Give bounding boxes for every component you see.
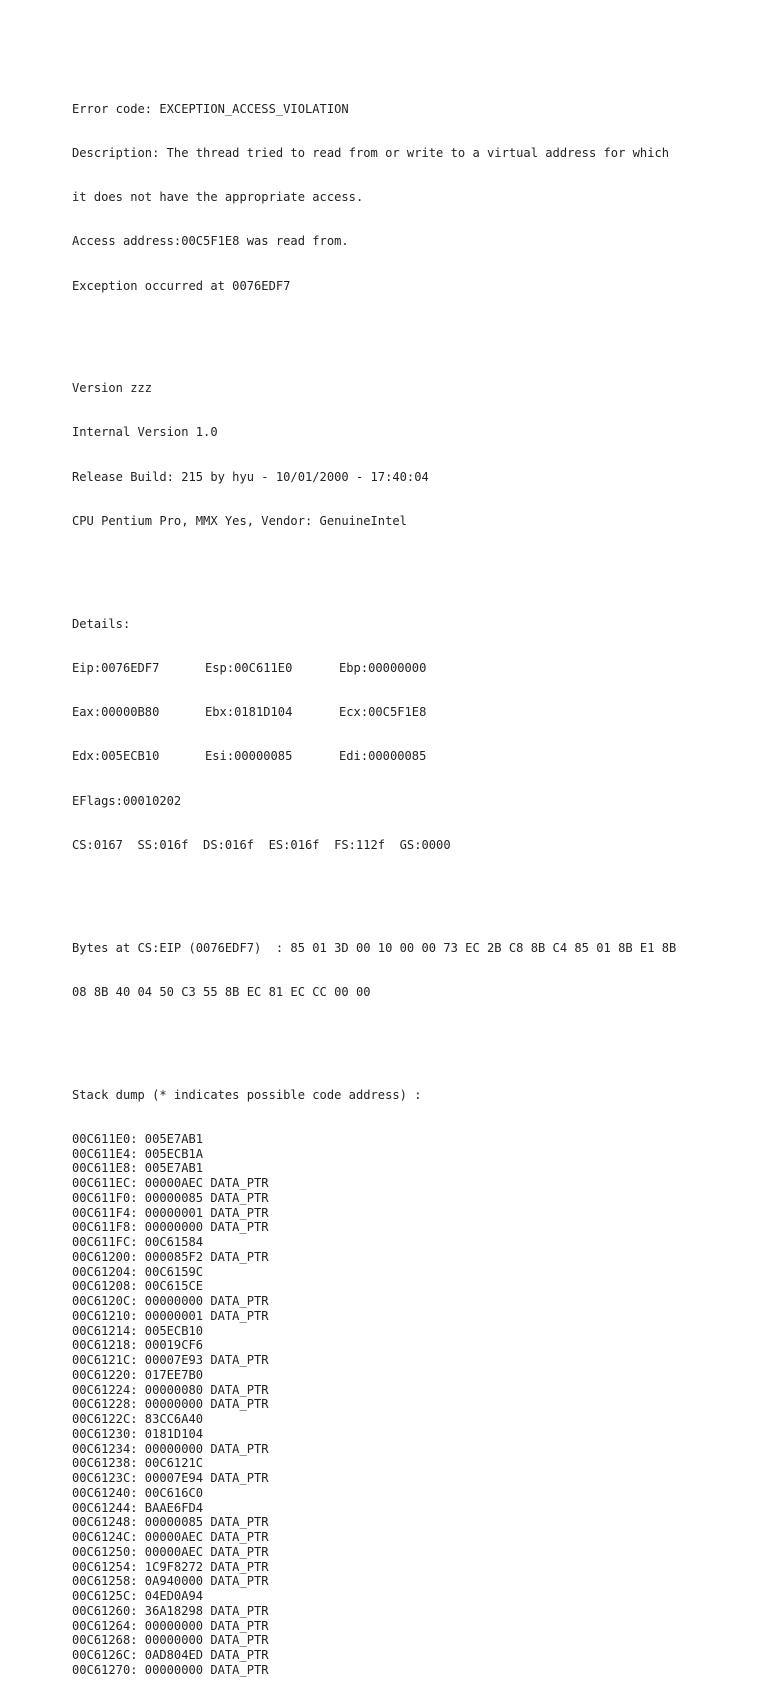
stack-dump-row: 00C61214: 005ECB10: [72, 1323, 204, 1338]
version-line: Version zzz: [72, 381, 153, 396]
stack-dump-row: 00C61210: 00000001 DATA_PTR: [72, 1308, 269, 1323]
stack-dump-row: 00C6121C: 00007E93 DATA_PTR: [72, 1353, 269, 1367]
eflags-line: EFlags:00010202: [72, 793, 182, 808]
register-row: [72, 749, 752, 764]
stack-dump-row: 00C611F4: 00000001 DATA_PTR: [72, 1205, 269, 1220]
stack-dump-row: 00C6124C: 00000AEC DATA_PTR: [72, 1530, 269, 1544]
spacer: [72, 882, 752, 896]
register-value: Ecx:00C5F1E8: [339, 705, 427, 720]
stack-dump-row: 00C611F0: 00000085 DATA_PTR: [72, 1190, 269, 1205]
stack-dump-row: 00C611E4: 005ECB1A: [72, 1146, 204, 1161]
spacer: [72, 1029, 752, 1043]
stack-dump-row: 00C61200: 000085F2 DATA_PTR: [72, 1249, 269, 1264]
stack-dump-row: 00C61218: 00019CF6: [72, 1338, 204, 1353]
stack-dump-row: 00C6125C: 04ED0A94: [72, 1589, 204, 1603]
stack-dump-row: 00C61238: 00C6121C: [72, 1456, 204, 1471]
stack-dump-row: 00C61270: 00000000 DATA_PTR: [72, 1662, 269, 1677]
spacer: [72, 323, 752, 337]
stack-dump-row: 00C6126C: 0AD804ED DATA_PTR: [72, 1648, 269, 1662]
stack-dump-row: 00C61208: 00C615CE: [72, 1279, 204, 1294]
stack-dump-row: 00C61268: 00000000 DATA_PTR: [72, 1633, 269, 1648]
register-value: Esi:00000085: [205, 749, 293, 764]
stack-dump-row: 00C61244: BAAE6FD4: [72, 1500, 204, 1515]
stack-dump-row: 00C61220: 017EE7B0: [72, 1367, 204, 1382]
stack-dump-row: 00C61230: 0181D104: [72, 1426, 204, 1441]
cpu-info-line: CPU Pentium Pro, MMX Yes, Vendor: GenuineIntel: [72, 513, 407, 528]
spacer: [72, 558, 752, 572]
stack-dump-list: [72, 1132, 752, 1678]
register-value: Ebx:0181D104: [205, 705, 293, 720]
stack-dump-row: 00C6122C: 83CC6A40: [72, 1412, 204, 1426]
error-code-line: Error code: EXCEPTION_ACCESS_VIOLATION: [72, 101, 349, 116]
access-address-line: Access address:00C5F1E8 was read from.: [72, 234, 349, 249]
crash-report: [72, 72, 752, 1692]
stack-dump-row: 00C61228: 00000000 DATA_PTR: [72, 1397, 269, 1412]
register-value: Ebp:00000000: [339, 660, 427, 675]
exception-location-line: Exception occurred at 0076EDF7: [72, 278, 291, 293]
register-value: Eax:00000B80: [72, 705, 160, 720]
stack-dump-row: 00C61254: 1C9F8272 DATA_PTR: [72, 1559, 269, 1574]
stack-dump-row: 00C611FC: 00C61584: [72, 1235, 204, 1249]
segment-registers-line: CS:0167 SS:016f DS:016f ES:016f FS:112f GS:0000: [72, 837, 451, 852]
stack-dump-row: 00C611EC: 00000AEC DATA_PTR: [72, 1176, 269, 1190]
bytes-line-2: 08 8B 40 04 50 C3 55 8B EC 81 EC CC 00 00: [72, 984, 371, 999]
stack-dump-row: 00C61250: 00000AEC DATA_PTR: [72, 1544, 269, 1559]
register-row: [72, 705, 752, 720]
register-value: Edx:005ECB10: [72, 749, 160, 764]
stack-dump-row: 00C611E8: 005E7AB1: [72, 1161, 204, 1176]
stack-dump-row: 00C611E0: 005E7AB1: [72, 1131, 204, 1146]
stack-dump-row: 00C61240: 00C616C0: [72, 1485, 204, 1500]
stack-dump-row: 00C61204: 00C6159C: [72, 1264, 204, 1279]
stack-dump-row: 00C6120C: 00000000 DATA_PTR: [72, 1294, 269, 1308]
stack-dump-row: 00C61248: 00000085 DATA_PTR: [72, 1515, 269, 1530]
stack-dump-row: 00C61260: 36A18298 DATA_PTR: [72, 1603, 269, 1618]
register-value: Edi:00000085: [339, 749, 427, 764]
register-value: Eip:0076EDF7: [72, 660, 160, 675]
stack-dump-row: 00C61258: 0A940000 DATA_PTR: [72, 1574, 269, 1589]
stack-dump-row: 00C611F8: 00000000 DATA_PTR: [72, 1220, 269, 1235]
stack-dump-row: 00C61224: 00000080 DATA_PTR: [72, 1382, 269, 1397]
error-description-line-1: Description: The thread tried to read from or write to a virtual address for which: [72, 145, 670, 160]
stack-dump-row: 00C6123C: 00007E94 DATA_PTR: [72, 1471, 269, 1485]
internal-version-line: Internal Version 1.0: [72, 425, 218, 440]
register-row: [72, 661, 752, 676]
error-description-line-2: it does not have the appropriate access.: [72, 190, 364, 204]
stack-dump-header: Stack dump (* indicates possible code address) :: [72, 1087, 422, 1102]
stack-dump-row: 00C61264: 00000000 DATA_PTR: [72, 1618, 269, 1633]
bytes-line-1: Bytes at CS:EIP (0076EDF7) : 85 01 3D 00 10 00 00 73 EC 2B C8 8B C4 85 01 8B E1 8B: [72, 940, 677, 955]
register-value: Esp:00C611E0: [205, 660, 293, 675]
details-header: Details:: [72, 616, 131, 631]
stack-dump-row: 00C61234: 00000000 DATA_PTR: [72, 1441, 269, 1456]
release-build-line: Release Build: 215 by hyu - 10/01/2000 - 17:40:04: [72, 469, 429, 484]
